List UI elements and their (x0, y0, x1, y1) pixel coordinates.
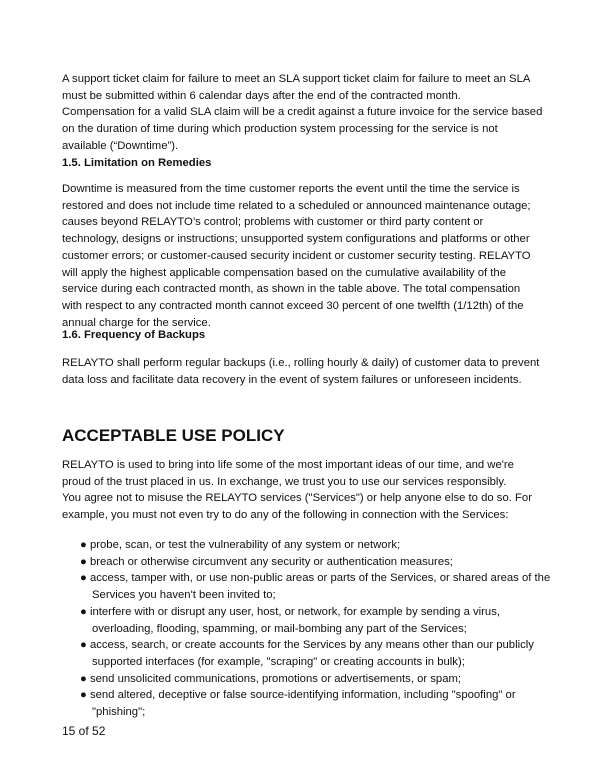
text-line: restored and does not include time related to a scheduled or announced maintenance outage; (62, 199, 531, 212)
text-line: will apply the highest applicable compensation based on the cumulative availability of the (62, 266, 506, 279)
list-item: ● send altered, deceptive or false source-identifying information, including "spoofing" or (80, 689, 516, 702)
text-line: annual charge for the service. (62, 316, 211, 329)
text-line: available (“Downtime”). (62, 139, 179, 152)
list-item-continuation: overloading, flooding, spamming, or mail-bombing any part of the Services; (92, 622, 467, 635)
list-item: ● probe, scan, or test the vulnerability of any system or network; (80, 539, 401, 551)
list-item: ● breach or otherwise circumvent any security or authentication measures; (80, 555, 453, 568)
text-line: on the duration of time during which production system processing for the service is not (62, 123, 498, 136)
text-line: Downtime is measured from the time customer reports the event until the time the service is (62, 183, 520, 195)
text-line: RELAYTO is used to bring into life some of the most important ideas of our time, and we're (62, 459, 514, 471)
list-item: ● access, tamper with, or use non-public areas or parts of the Services, or shared areas of the (80, 572, 551, 585)
text-line: data loss and facilitate data recovery in the event of system failures or unforeseen incidents. (62, 373, 522, 386)
text-line: You agree not to misuse the RELAYTO services ("Services") or help anyone else to do so. For (62, 492, 532, 505)
list-item: ● interfere with or disrupt any user, host, or network, for example by sending a virus, (80, 605, 500, 618)
text-line: must be submitted within 6 calendar days after the end of the contracted month. (62, 89, 461, 102)
text-line: example, you must not even try to do any of the following in connection with the Services: (62, 509, 509, 522)
paragraph-aup-intro (62, 457, 532, 524)
section-heading-backups: 1.6. Frequency of Backups (62, 329, 206, 341)
text-line: Compensation for a valid SLA claim will be a credit against a future invoice for the service based (62, 106, 543, 119)
text-line: service during each contracted month, as shown in the table above. The total compensation (62, 283, 521, 296)
list-item-continuation: supported interfaces (for example, "scraping" or creating accounts in bulk); (92, 655, 465, 668)
text-line: proud of the trust placed in us. In exchange, we trust you to use our services responsibly. (62, 475, 507, 488)
paragraph-downtime (62, 181, 531, 331)
list-item: ● send unsolicited communications, promotions or advertisements, or spam; (80, 672, 462, 685)
text-line: customer errors; or customer-caused security incident or customer security testing. RELAYTO (62, 249, 531, 262)
list-item-continuation: Services you haven't been invited to; (92, 589, 276, 602)
text-line: A support ticket claim for failure to meet an SLA support ticket claim for failure to meet an SLA (62, 73, 531, 85)
list-item: ● access, search, or create accounts for the Services by any means other than our publicly (80, 639, 534, 652)
text-line: with respect to any contracted month cannot exceed 30 percent of one twelfth (1/12th) of the (62, 299, 524, 312)
list-item-continuation: "phishing"; (92, 706, 146, 719)
page-number: 15 of 52 (62, 724, 106, 738)
aup-bullet-list (62, 537, 550, 721)
text-line: RELAYTO shall perform regular backups (i.e., rolling hourly & daily) of customer data to prevent (62, 357, 540, 369)
text-line: technology, designs or instructions; unsupported system configurations and platforms or other (62, 233, 530, 246)
aup-heading: ACCEPTABLE USE POLICY (62, 426, 285, 445)
paragraph-backups (62, 355, 539, 388)
paragraph-sla-claim (62, 71, 542, 155)
text-line: causes beyond RELAYTO’s control; problems with customer or third party content or (62, 216, 484, 229)
section-heading-limitation: 1.5. Limitation on Remedies (62, 157, 212, 169)
